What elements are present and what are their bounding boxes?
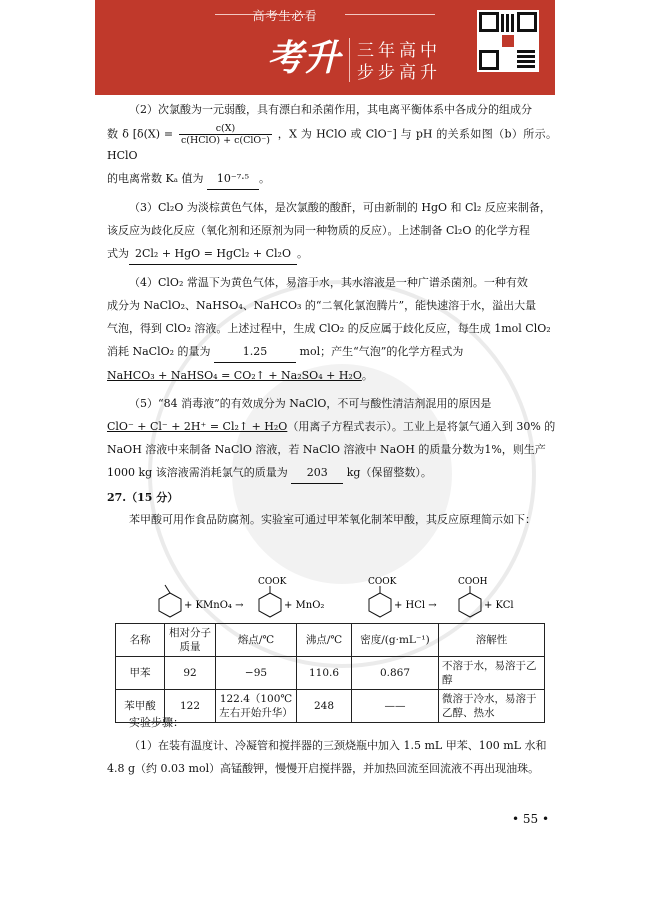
fraction-numerator: c(X) xyxy=(179,123,272,135)
q5-answer1: ClO⁻ + Cl⁻ + 2H⁺ = Cl₂↑ + H₂O xyxy=(107,420,288,433)
q4-line4 xyxy=(107,342,557,363)
q3-line1: （3）Cl₂O 为淡棕黄色气体，是次氯酸的酸酐，可由新制的 HgO 和 Cl₂ 反应来制备， xyxy=(129,201,551,214)
q2-formula-line xyxy=(107,123,557,166)
step1-line1: （1）在装有温度计、冷凝管和搅拌器的三颈烧瓶中加入 1.5 mL 甲苯、100 mL 水和 xyxy=(129,739,547,752)
q2-formula-post: ，X 为 HClO 或 ClO⁻] 与 pH 的关系如图（b）所示。HClO xyxy=(107,127,557,162)
col-header: 名称 xyxy=(116,624,165,657)
brand-logo: 考升 xyxy=(267,38,342,79)
rxn-label-cook1: COOK xyxy=(258,577,287,587)
q4-line3: 气泡，得到 ClO₂ 溶液。上述过程中，生成 ClO₂ 的反应属于歧化反应，每生成 1mol ClO₂ xyxy=(107,322,551,335)
col-header: 沸点/℃ xyxy=(297,624,352,657)
rxn-label-r2: + MnO₂ xyxy=(284,600,325,611)
rxn-label-cook2: COOK xyxy=(368,577,397,587)
banner-top-text: 高考生必看 xyxy=(252,9,318,23)
experiment-steps xyxy=(107,713,557,782)
banner-right-rule xyxy=(345,14,435,15)
q3-line3 xyxy=(107,244,557,265)
table-cell: 苯甲酸 xyxy=(116,690,165,723)
banner-slogan-line2: 步步高升 xyxy=(357,63,441,83)
benzoate-ring2-icon xyxy=(369,593,391,617)
q4-answer1: 1.25 xyxy=(214,342,296,363)
q4-label2: mol；产生“气泡”的化学方程式为 xyxy=(299,345,464,358)
q3-line2: 该反应为歧化反应（氧化剂和还原剂为同一种物质的反应）。上述制备 Cl₂O 的化学方程 xyxy=(107,224,530,237)
q5-line3: NaOH 溶液中来制备 NaClO 溶液，若 NaClO 溶液中 NaOH 的质量分数为1%，则生产 xyxy=(107,443,546,456)
benzoic-acid-ring-icon xyxy=(459,593,481,617)
col-header: 相对分子质量 xyxy=(165,624,216,657)
q2-formula-pre: 数 δ [δ(X) = xyxy=(107,127,174,141)
table-cell: 0.867 xyxy=(352,657,439,690)
q2-line3 xyxy=(107,169,557,190)
q5-label3: kg（保留整数）。 xyxy=(346,466,432,479)
table-cell: 110.6 xyxy=(297,657,352,690)
q27-header: 27.（15 分） xyxy=(107,491,179,504)
q5-line1: （5）“84 消毒液”的有效成分为 NaClO，不可与酸性清洁剂混用的原因是 xyxy=(129,397,492,410)
qr-code-icon xyxy=(477,10,539,72)
step1-line2: 4.8 g（约 0.03 mol）高锰酸钾，慢慢开启搅拌器，并加热回流至回流液不再出现油珠。 xyxy=(107,762,540,775)
q4-label: 消耗 NaClO₂ 的量为 xyxy=(107,345,211,358)
q27-intro: 苯甲酸可用作食品防腐剂。实验室可通过甲苯氧化制苯甲酸，其反应原理简示如下： xyxy=(129,513,536,526)
document-body xyxy=(107,100,557,533)
steps-title: 实验步骤： xyxy=(129,716,184,729)
properties-table xyxy=(115,623,545,723)
table-cell: 122.4（100℃左右开始升华） xyxy=(216,690,297,723)
rxn-label-r1: + KMnO₄ → xyxy=(184,600,244,611)
reaction-scheme xyxy=(150,577,550,621)
reaction-svg xyxy=(150,577,550,621)
benzoate-ring-icon xyxy=(259,593,281,617)
q5-label: （用离子方程式表示）。工业上是将氯气通入到 30% 的 xyxy=(287,420,556,433)
banner-divider xyxy=(349,38,350,82)
q3-label: 式为 xyxy=(107,247,129,260)
q2-line1: （2）次氯酸为一元弱酸，具有漂白和杀菌作用，其电离平衡体系中各成分的组成分 xyxy=(129,103,532,116)
table-cell: 248 xyxy=(297,690,352,723)
table-cell: —— xyxy=(352,690,439,723)
fraction-denominator: c(HClO) + c(ClO⁻) xyxy=(180,135,270,146)
header-banner xyxy=(95,0,555,95)
q5-line4 xyxy=(107,463,557,484)
rxn-label-r3: + HCl → xyxy=(394,600,437,611)
rxn-label-cooh: COOH xyxy=(458,577,488,587)
q3-answer: 2Cl₂ + HgO = HgCl₂ + Cl₂O xyxy=(129,244,297,265)
table-cell: 甲苯 xyxy=(116,657,165,690)
rxn-label-r4: + KCl xyxy=(484,600,514,611)
q5-line2 xyxy=(107,417,557,437)
q4-line5 xyxy=(107,366,557,386)
q4-answer2: NaHCO₃ + NaHSO₄ = CO₂↑ + Na₂SO₄ + H₂O xyxy=(107,369,362,382)
col-header: 密度/(g·mL⁻¹) xyxy=(352,624,439,657)
q2-answer: 10⁻⁷·⁵ xyxy=(207,169,259,190)
table-cell: 92 xyxy=(165,657,216,690)
q2-ka-label: 的电离常数 Kₐ 值为 xyxy=(107,172,204,185)
table-cell: 122 xyxy=(165,690,216,723)
q5-label2: 1000 kg 该溶液需消耗氯气的质量为 xyxy=(107,466,288,479)
table-cell: 微溶于冷水，易溶于乙醇、热水 xyxy=(439,690,545,723)
delta-fraction xyxy=(179,123,272,146)
q4-period: 。 xyxy=(361,369,373,382)
q4-line1: （4）ClO₂ 常温下为黄色气体，易溶于水，其水溶液是一种广谱杀菌剂。一种有效 xyxy=(129,276,528,289)
q4-line2: 成分为 NaClO₂、NaHSO₄、NaHCO₃ 的“二氧化氯泡腾片”，能快速溶于水，溢出大量 xyxy=(107,299,537,312)
q3-period: 。 xyxy=(296,247,308,260)
table-cell: −95 xyxy=(216,657,297,690)
q5-answer2: 203 xyxy=(291,463,343,484)
table-header-row xyxy=(116,624,545,657)
table-row xyxy=(116,657,545,690)
toluene-ring-icon xyxy=(159,593,181,617)
banner-slogan-line1: 三年高中 xyxy=(357,41,441,61)
col-header: 溶解性 xyxy=(439,624,545,657)
q2-period: 。 xyxy=(258,172,270,185)
col-header: 熔点/℃ xyxy=(216,624,297,657)
table-cell: 不溶于水，易溶于乙醇 xyxy=(439,657,545,690)
page-number: • 55 • xyxy=(512,812,550,826)
